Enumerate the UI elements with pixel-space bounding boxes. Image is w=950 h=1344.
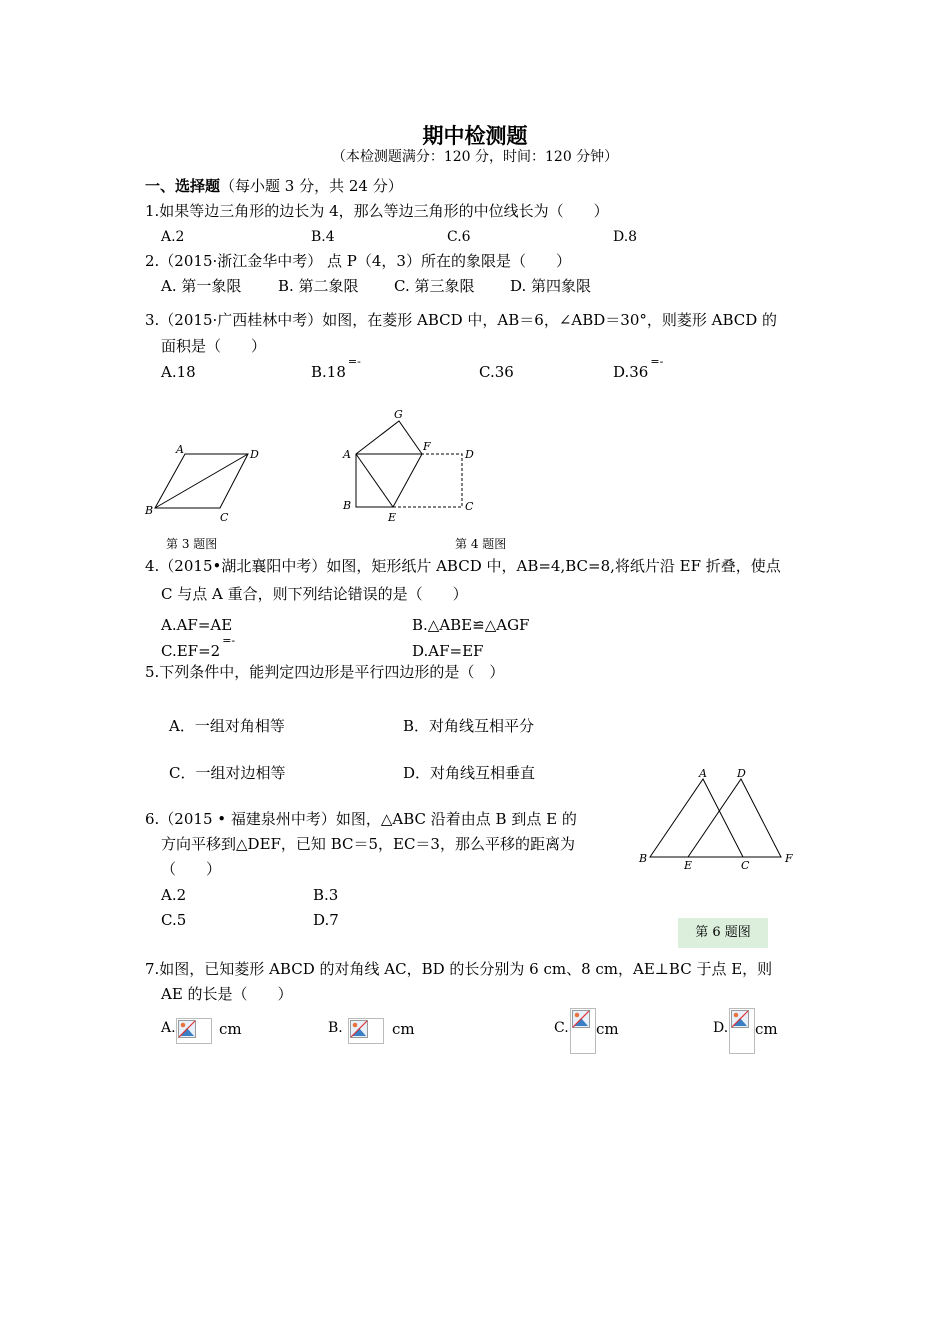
figure-4-caption: 第 4 题图 xyxy=(455,537,507,551)
fig3-label-b: B xyxy=(145,504,154,517)
fig6-label-b: B xyxy=(639,852,648,865)
q6-option-d: D.7 xyxy=(313,911,339,929)
question-4-line-2: C 与点 A 重合，则下列结论错误的是（ ） xyxy=(161,585,468,603)
figure-6-caption: 第 6 题图 xyxy=(678,918,768,948)
broken-image-icon xyxy=(731,1010,749,1028)
question-5: 5.下列条件中，能判定四边形是平行四边形的是（ ） xyxy=(145,663,505,681)
q1-option-d: D.8 xyxy=(613,229,638,245)
q4-option-a: A.AF=AE xyxy=(161,616,233,634)
q7-option-a-image xyxy=(176,1018,212,1044)
q6-option-a: A.2 xyxy=(161,886,187,904)
q3-option-d-text: D.36 xyxy=(613,363,649,381)
q1-option-c: C.6 xyxy=(447,229,471,245)
sqrt-bar: =- xyxy=(650,355,664,368)
crease-ef xyxy=(393,454,422,507)
fig4-label-a: A xyxy=(343,448,351,461)
exam-subtitle: （本检测题满分：120 分，时间：120 分钟） xyxy=(331,149,619,165)
figure-6-translated-triangles xyxy=(630,762,805,877)
q7-option-c-unit: cm xyxy=(596,1020,619,1038)
question-1: 1.如果等边三角形的边长为 4，那么等边三角形的中位线长为（ ） xyxy=(145,202,609,220)
section-note: （每小题 3 分，共 24 分） xyxy=(220,177,403,195)
q3-option-d xyxy=(613,355,664,381)
q5-option-a: A．一组对角相等 xyxy=(169,717,285,735)
question-7-line-1: 7.如图，已知菱形 ABCD 的对角线 AC，BD 的长分别为 6 cm、8 cm，AE⊥BC 于点 E，则 xyxy=(145,960,773,978)
q4-option-c xyxy=(161,634,236,660)
q3-option-c: C.36 xyxy=(479,363,514,381)
q7-option-a-unit: cm xyxy=(219,1020,242,1038)
question-2: 2.（2015·浙江金华中考） 点 P（4，3）所在的象限是（ ） xyxy=(145,252,571,270)
q5-option-c: C．一组对边相等 xyxy=(169,764,286,782)
q1-option-b: B.4 xyxy=(311,229,335,245)
q7-option-b-unit: cm xyxy=(392,1020,415,1038)
fig6-label-d: D xyxy=(737,767,746,780)
fig4-label-d: D xyxy=(465,448,474,461)
q3-option-a: A.18 xyxy=(161,363,196,381)
question-3-line-2: 面积是（ ） xyxy=(161,337,267,355)
question-6-line-3: （ ） xyxy=(161,860,222,878)
q2-option-a: A. 第一象限 xyxy=(161,277,242,295)
q4-option-c-text: C.EF=2 xyxy=(161,642,221,660)
q7-option-b-letter: B. xyxy=(328,1020,343,1036)
q4-option-b: B.△ABE≌△AGF xyxy=(412,616,530,634)
sqrt-icon xyxy=(220,634,236,660)
fig3-label-d: D xyxy=(250,448,259,461)
q3-option-b-text: B.18 xyxy=(311,363,346,381)
q4-option-d: D.AF=EF xyxy=(412,642,484,660)
q6-option-b: B.3 xyxy=(313,886,339,904)
question-6-line-1: 6.（2015 • 福建泉州中考）如图，△ABC 沿着由点 B 到点 E 的 xyxy=(145,810,577,828)
triangle-def xyxy=(688,779,781,857)
figure-4-folded-rectangle xyxy=(338,404,488,529)
q7-option-c-letter: C. xyxy=(554,1020,569,1036)
section-title: 一、选择题 xyxy=(145,177,221,195)
original-rectangle xyxy=(356,454,462,507)
q7-option-d-letter: D. xyxy=(713,1020,729,1036)
fig4-label-f: F xyxy=(423,440,431,453)
fig6-label-e: E xyxy=(684,859,693,872)
sqrt-bar: =- xyxy=(347,355,361,368)
q2-option-d: D. 第四象限 xyxy=(510,277,592,295)
sqrt-bar: =- xyxy=(222,634,236,647)
q2-option-c: C. 第三象限 xyxy=(394,277,475,295)
sqrt-icon xyxy=(648,355,664,381)
broken-image-icon xyxy=(572,1010,590,1028)
q7-option-d-unit: cm xyxy=(755,1020,778,1038)
fig4-label-c: C xyxy=(465,500,474,513)
q6-option-c: C.5 xyxy=(161,911,187,929)
fig6-label-a: A xyxy=(699,767,707,780)
question-6-line-2: 方向平移到△DEF，已知 BC＝5，EC＝3，那么平移的距离为 xyxy=(161,835,575,853)
fig6-label-f: F xyxy=(785,852,793,865)
q2-option-b: B. 第二象限 xyxy=(278,277,359,295)
q3-option-b xyxy=(311,355,361,381)
sqrt-icon xyxy=(346,355,361,381)
q7-option-a-letter: A. xyxy=(161,1020,176,1036)
figure-3-caption: 第 3 题图 xyxy=(166,537,218,551)
q5-option-d: D．对角线互相垂直 xyxy=(403,764,536,782)
figure-3-rhombus xyxy=(140,440,270,530)
q1-option-a: A.2 xyxy=(161,229,185,245)
question-3-line-1: 3.（2015·广西桂林中考）如图，在菱形 ABCD 中，AB＝6，∠ABD＝30°，则菱形 ABCD 的 xyxy=(145,311,778,329)
segment-ae xyxy=(356,454,393,507)
section-heading xyxy=(145,177,403,195)
fig4-label-b: B xyxy=(343,499,352,512)
q5-option-b: B．对角线互相平分 xyxy=(403,717,535,735)
broken-image-icon xyxy=(178,1020,196,1038)
q7-option-c-image xyxy=(570,1008,596,1054)
fig4-label-g: G xyxy=(394,408,403,421)
fig3-label-a: A xyxy=(176,443,184,456)
question-7-line-2: AE 的长是（ ） xyxy=(161,985,293,1003)
fig6-label-c: C xyxy=(741,859,750,872)
question-4-line-1: 4.（2015•湖北襄阳中考）如图，矩形纸片 ABCD 中，AB=4,BC=8,将纸片沿 EF 折叠，使点 xyxy=(145,557,781,575)
q7-option-b-image xyxy=(348,1018,384,1044)
page-title: 期中检测题 xyxy=(422,123,528,148)
fig3-label-c: C xyxy=(220,511,229,524)
broken-image-icon xyxy=(350,1020,368,1038)
fig4-label-e: E xyxy=(388,511,397,524)
q7-option-d-image xyxy=(729,1008,755,1054)
folded-triangle-agf xyxy=(356,421,422,454)
